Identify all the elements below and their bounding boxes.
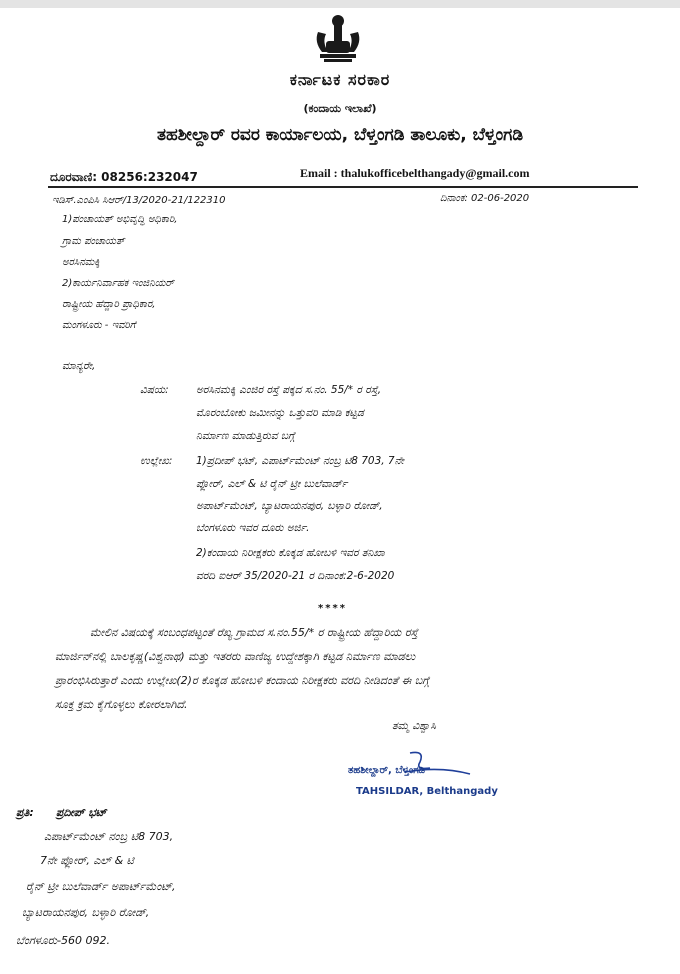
body-line: ಮೇಲಿನ ವಿಷಯಕ್ಕೆ ಸಂಬಂಧಪಟ್ಟಂತೆ ರೆಖ್ಯ ಗ್ರಾಮದ ಸ.ನಂ.55/* ರ ರಾಷ್ಟ್ರೀಯ ಹೆದ್ದಾರಿಯ ರಸ್ತೆ — [90, 626, 418, 639]
header-divider — [48, 186, 638, 188]
subject-line: ಅರಸಿನಮಕ್ಕಿ ಎಂಜಿರ ರಸ್ತೆ ಪಕ್ಕದ ಸ.ನಂ. 55/* ರ ರಸ್ತೆ, — [196, 384, 382, 396]
department-name: (ಕಂದಾಯ ಇಲಾಖೆ) — [303, 102, 377, 115]
copy-to-line: ರೈನ್ ಟ್ರೀ ಬುಲೆವಾರ್ಡ್ ಅಪಾರ್ಟ್‌ಮೆಂಟ್, — [26, 880, 176, 893]
copy-to-line: ಬೆಂಗಳೂರು-560 092. — [16, 934, 111, 947]
recipient-line: ಅರಸಿನಮಕ್ಕಿ — [62, 257, 100, 268]
copy-to-label: ಪ್ರತಿ: — [16, 806, 34, 819]
reference-line: ಬೆಂಗಳೂರು ಇವರ ದೂರು ಅರ್ಜಿ. — [196, 522, 310, 534]
recipient-line: ರಾಷ್ಟ್ರೀಯ ಹೆದ್ದಾರಿ ಪ್ರಾಧಿಕಾರ, — [62, 299, 156, 310]
reference-label: ಉಲ್ಲೇಖ: — [140, 455, 173, 467]
body-line: ಮಾರ್ಜಿನ್‌ನಲ್ಲಿ ಬಾಲಕೃಷ್ಣ(ವಿಶ್ವನಾಥ) ಮತ್ತು ಇತರರು ವಾಣಿಜ್ಯ ಉದ್ದೇಶಕ್ಕಾಗಿ ಕಟ್ಟಡ ನಿರ್ಮಾಣ ಮಾಡಲು — [55, 650, 416, 663]
top-bar — [0, 0, 680, 8]
reference-line: 1)ಪ್ರದೀಪ್ ಭಟ್, ಎಪಾರ್ಟ್‌ಮೆಂಟ್ ನಂಬ್ರ ಟಿ8 703, 7ನೇ — [196, 455, 404, 467]
email-address: Email : thalukofficebelthangady@gmail.com — [300, 166, 530, 180]
reference-line: 2)ಕಂದಾಯ ನಿರೀಕ್ಷಕರು ಕೊಕ್ಕಡ ಹೋಬಳಿ ಇವರ ತನಿಖಾ — [196, 547, 385, 559]
karnataka-emblem-icon — [308, 12, 368, 64]
copy-to-line: ಬ್ಯಾಟರಾಯನಪುರ, ಬಳ್ಳಾರಿ ರೋಡ್, — [22, 906, 150, 919]
recipient-line: ಮಂಗಳೂರು - ಇವರಿಗೆ — [62, 320, 136, 331]
reference-line: ವರದಿ ಐಆರ್ 35/2020-21 ರ ದಿನಾಂಕ:2-6-2020 — [196, 570, 395, 582]
copy-to-line: ಎಪಾರ್ಟ್‌ಮೆಂಟ್ ನಂಬ್ರ ಟಿ8 703, — [44, 830, 174, 843]
salutation: ಮಾನ್ಯರೇ, — [62, 360, 96, 372]
copy-to-line: ಪ್ರದೀಪ್ ಭಟ್ — [56, 806, 107, 819]
recipient-line: ಗ್ರಾಮ ಪಂಚಾಯತ್ — [62, 236, 125, 247]
closing: ತಮ್ಮ ವಿಶ್ವಾಸಿ — [392, 720, 437, 732]
phone-number: ದೂರವಾಣಿ: 08256:232047 — [50, 170, 198, 184]
office-name: ತಹಶೀಲ್ದಾರ್ ರವರ ಕಾರ್ಯಾಲಯ, ಬೆಳ್ತಂಗಡಿ ತಾಲೂಕು, ಬೆಳ್ತಂಗಡಿ — [156, 125, 524, 145]
reference-number: ಇಡಿಸ್.ಎಂಪಿಸಿ ಸಿಆರ್/13/2020-21/122310 — [52, 195, 226, 206]
recipient-line: 1)ಪಂಚಾಯತ್ ಅಭಿವೃದ್ಧಿ ಅಧಿಕಾರಿ, — [62, 214, 178, 225]
reference-line: ಪ್ಲೋರ್, ಎಲ್ & ಟಿ ರೈನ್ ಟ್ರೀ ಬುಲೆವಾರ್ಡ್ — [196, 478, 348, 490]
subject-line: ನಿರ್ಮಾಣ ಮಾಡುತ್ತಿರುವ ಬಗ್ಗೆ — [196, 430, 295, 442]
signatory-title-english: TAHSILDAR, Belthangady — [356, 786, 498, 797]
subject-label: ವಿಷಯ: — [140, 384, 169, 396]
section-separator: **** — [318, 603, 347, 614]
body-line: ಸೂಕ್ತ ಕ್ರಮ ಕೈಗೊಳ್ಳಲು ಕೋರಲಾಗಿದೆ. — [55, 698, 188, 711]
body-line: ಪ್ರಾರಂಭಿಸಿರುತ್ತಾರೆ ಎಂದು ಉಲ್ಲೇಖ(2)ರ ಕೊಕ್ಕಡ ಹೋಬಳಿ ಕಂದಾಯ ನಿರೀಕ್ಷಕರು ವರದಿ ನೀಡಿದಂತೆ ಈ ಬಗ್ಗೆ — [55, 674, 430, 687]
copy-to-line: 7ನೇ ಪ್ಲೋರ್, ಎಲ್ & ಟಿ — [40, 854, 134, 867]
recipient-line: 2)ಕಾರ್ಯನಿರ್ವಾಹಕ ಇಂಜಿನಿಯರ್ — [62, 278, 174, 289]
reference-line: ಅಪಾರ್ಟ್‌ಮೆಂಟ್, ಬ್ಯಾಟರಾಯನಪುರ, ಬಳ್ಳಾರಿ ರೋಡ್, — [196, 500, 383, 512]
state-name: ಕರ್ನಾಟಕ ಸರಕಾರ — [289, 70, 391, 89]
signatory-title-kannada: ತಹಶೀಲ್ದಾರ್, ಬೆಳ್ತಂಗಡಿ — [348, 765, 425, 776]
letter-date: ದಿನಾಂಕ: 02-06-2020 — [440, 193, 530, 204]
subject-line: ಮೊರಂಬೋಕು ಜಮೀನನ್ನು ಒತ್ತುವರಿ ಮಾಡಿ ಕಟ್ಟಡ — [196, 407, 364, 419]
